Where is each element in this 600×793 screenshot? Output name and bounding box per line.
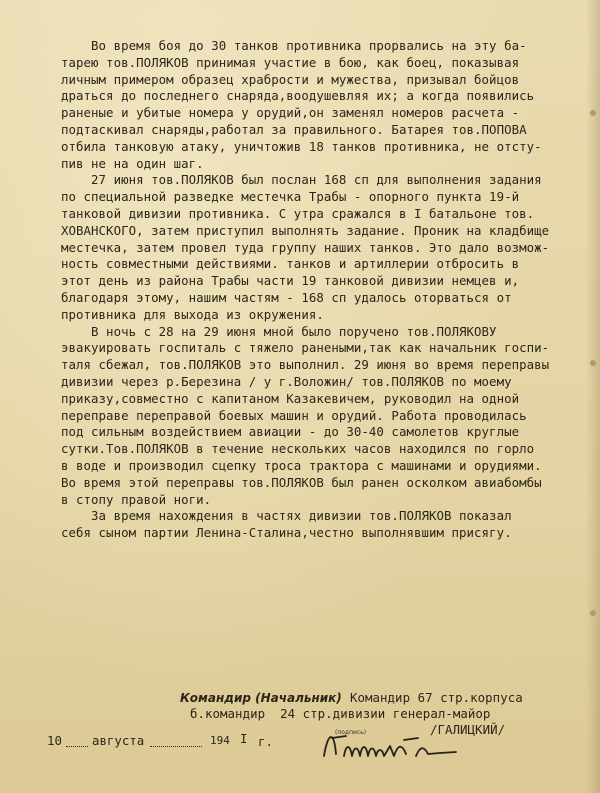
body-text-line: дивизии через р.Березина / у г.Воложин/ тов.ПОЛЯКОВ по моему: [61, 374, 512, 389]
body-text-line: тарею тов.ПОЛЯКОВ принимая участие в бою, как боец, показывая: [61, 55, 520, 70]
body-text-line: Во время этой переправы тов.ПОЛЯКОВ был ранен осколком авиабомбы: [61, 475, 542, 490]
body-text-line: этот день из района Трабы части 19 танковой дивизии немцев и,: [61, 273, 520, 288]
body-text-line: местечка, затем провел туда группу наших танков. Это дало возмож-: [61, 240, 550, 255]
binding-hole: [590, 110, 596, 116]
body-text-line: подтаскивал снаряды,работал за правильного. Батарея тов.ПОПОВА: [61, 122, 527, 137]
body-text-line: ность совместными действиями. танков и артиллерии отбросить в: [61, 256, 520, 271]
body-text-line: в стопу правой ноги.: [61, 492, 212, 507]
body-text-line: таля сбежал, тов.ПОЛЯКОВ это выполнил. 29 июня во время переправы: [61, 357, 550, 372]
date-separator: [66, 746, 88, 747]
binding-hole: [590, 610, 596, 616]
body-text-line: пив не на один шаг.: [61, 156, 204, 171]
body-text-line: сутки.Тов.ПОЛЯКОВ в течение нескольких часов находился по горло: [61, 441, 535, 456]
date-year-suffix: I: [240, 731, 248, 746]
body-text-line: в воде и производил сцепку троса трактора с машинами и орудиями.: [61, 458, 542, 473]
body-text-line: отбила танковую атаку, уничтожив 18 танков противника, не отсту-: [61, 139, 542, 154]
date-separator: [150, 746, 202, 747]
body-text-line: В ночь с 28 на 29 июня мной было поручено тов.ПОЛЯКОВУ: [61, 324, 497, 339]
binding-hole: [590, 360, 596, 366]
body-text-line: ХОВАНСКОГО, затем приступил выполнять задание. Проник на кладбище: [61, 223, 550, 238]
body-text-line: приказу,совместно с капитаном Казакевичем, руководил на одной: [61, 391, 520, 406]
page-edge-shadow: [586, 0, 600, 793]
body-text-line: Во время боя до 30 танков противника прорвались на эту ба-: [61, 38, 527, 53]
body-text-line: по специальной разведке местечка Трабы - опорного пункта 19-й: [61, 189, 520, 204]
handwritten-signature: [320, 726, 460, 766]
signature-label: Командир (Начальник): [180, 691, 342, 705]
body-text-line: драться до последнего снаряда,воодушевляя их; а когда появились: [61, 88, 535, 103]
body-text-line: благодаря этому, нашим частям - 168 сп удалось оторваться от: [61, 290, 512, 305]
body-text-line: личным примером образец храбрости и мужества, призывал бойцов: [61, 72, 520, 87]
body-text-line: За время нахождения в частях дивизии тов.ПОЛЯКОВ показал: [61, 508, 512, 523]
signatory-title-2: б.командир 24 стр.дивизии генерал-майор: [190, 706, 491, 721]
date-year-letter: г.: [258, 734, 273, 749]
body-text-line: эвакуировать госпиталь с тяжело ранеными,так как начальник госпи-: [61, 340, 550, 355]
body-text-line: 27 июня тов.ПОЛЯКОВ был послан 168 сп для выполнения задания: [61, 172, 542, 187]
signatory-name: /ГАЛИЦКИЙ/: [430, 722, 506, 737]
date-day: 10: [47, 733, 62, 748]
body-text-line: танковой дивизии противника. С утра сражался в I батальоне тов.: [61, 206, 535, 221]
date-year-prefix: 194: [210, 734, 230, 747]
body-text-line: под сильным воздействием авиации - до 30-40 самолетов круглые: [61, 424, 520, 439]
date-month: августа: [92, 733, 145, 748]
body-text-line: себя сыном партии Ленина-Сталина,честно выполнявшим присягу.: [61, 525, 512, 540]
signature-caption: (подпись): [335, 729, 367, 736]
body-text-line: переправе переправой боевых машин и орудий. Работа проводилась: [61, 408, 527, 423]
body-text-line: противника для выхода из окружения.: [61, 307, 324, 322]
body-text-line: раненые и убитые номера у орудий,он заменял номеров расчета -: [61, 105, 520, 120]
signatory-title-1: Командир 67 стр.корпуса: [350, 690, 523, 705]
